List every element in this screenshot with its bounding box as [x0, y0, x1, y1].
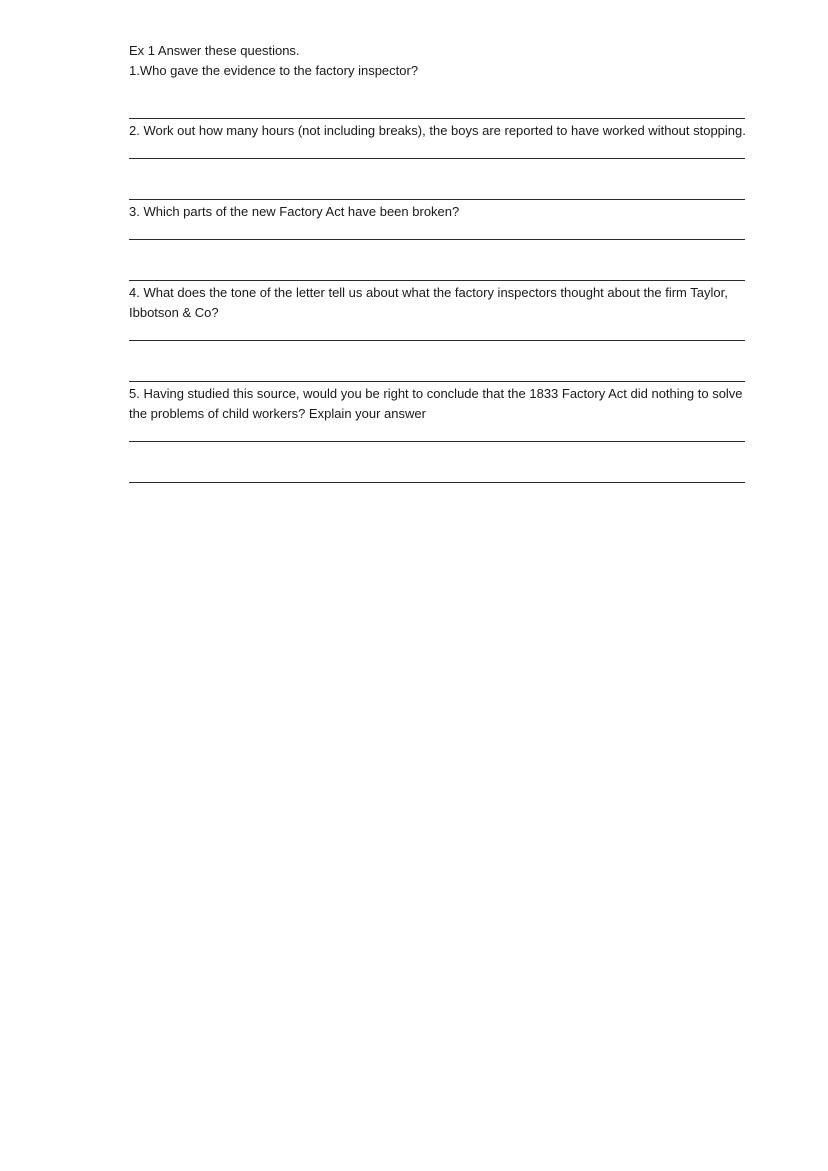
question-3: 3. Which parts of the new Factory Act have been broken?	[129, 204, 460, 219]
worksheet	[129, 41, 749, 483]
worksheet-heading: Ex 1 Answer these questions.	[129, 43, 300, 58]
answer-line-5b[interactable]	[129, 482, 745, 483]
question-2: 2. Work out how many hours (not including breaks), the boys are reported to have worked without stopping.	[129, 123, 746, 138]
question-4: 4. What does the tone of the letter tell us about what the factory inspectors thought about the firm Taylor, Ibbotson & Co?	[129, 285, 728, 320]
question-5: 5. Having studied this source, would you be right to conclude that the 1833 Factory Act did nothing to solve the problems of child workers? Explain your answer	[129, 386, 743, 421]
question-1: 1.Who gave the evidence to the factory inspector?	[129, 63, 419, 78]
